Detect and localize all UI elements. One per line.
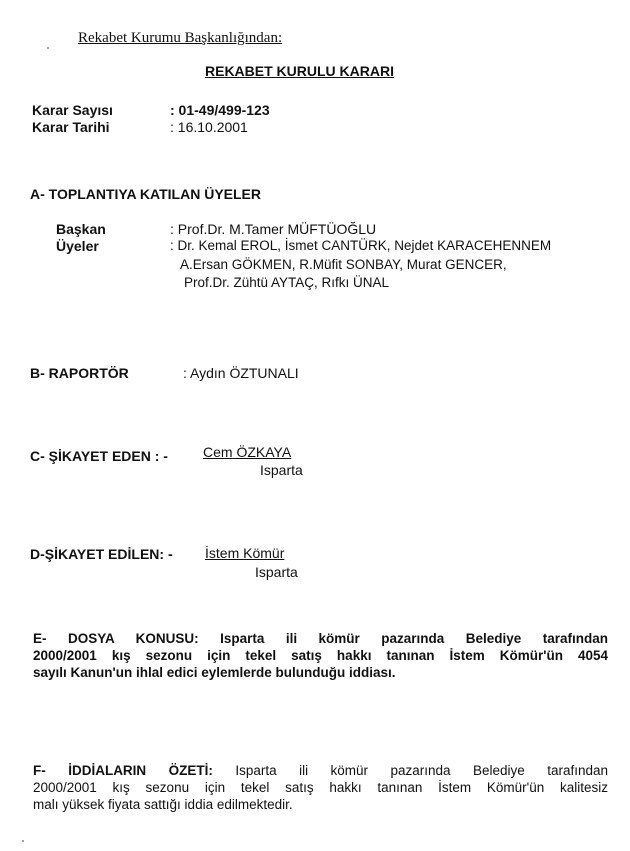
scan-speck [22, 840, 24, 842]
complainant-city: Isparta [260, 462, 303, 478]
chair-label: Başkan [56, 221, 106, 237]
document-title: REKABET KURULU KARARI [205, 63, 394, 79]
members-line-2: A.Ersan GÖKMEN, R.Müfit SONBAY, Murat GENCER, [180, 257, 507, 272]
decision-number-value: : 01-49/499-123 [170, 102, 270, 118]
section-b-heading: B- RAPORTÖR [30, 365, 129, 381]
decision-number-label: Karar Sayısı [32, 102, 113, 118]
decision-date-value: : 16.10.2001 [170, 119, 248, 135]
section-f-line-3: malı yüksek fiyata sattığı iddia edilmektedir. [33, 797, 293, 812]
issuer-line: Rekabet Kurumu Başkanlığından: [78, 30, 283, 46]
section-e-heading: E- DOSYA KONUSU: [33, 631, 199, 646]
section-d-heading: D-ŞİKAYET EDİLEN: - [30, 546, 173, 562]
section-c-heading: C- ŞİKAYET EDEN : - [30, 448, 168, 464]
members-line-3: Prof.Dr. Zühtü AYTAÇ, Rıfkı ÜNAL [184, 275, 390, 290]
members-label: Üyeler [56, 238, 99, 254]
section-a-heading: A- TOPLANTIYA KATILAN ÜYELER [30, 186, 262, 202]
members-line-1: : Dr. Kemal EROL, İsmet CANTÜRK, Nejdet KARACEHENNEM [170, 238, 552, 253]
section-f-heading: F- İDDİALARIN ÖZETİ: [33, 763, 213, 778]
chair-value: : Prof.Dr. M.Tamer MÜFTÜOĞLU [170, 221, 377, 237]
rapporteur-value: : Aydın ÖZTUNALI [183, 365, 299, 381]
complainant-name: Cem ÖZKAYA [203, 444, 292, 460]
section-f-paragraph [33, 762, 608, 813]
respondent-name: İstem Kömür [205, 545, 285, 561]
decision-date-label: Karar Tarihi [32, 119, 110, 135]
section-e-line-2: 2000/2001 kış sezonu için tekel satış hakkı tanınan İstem Kömür'ün 4054 [33, 648, 608, 663]
respondent-city: Isparta [255, 564, 298, 580]
section-e-line-3: sayılı Kanun'un ihlal edici eylemlerde bulunduğu iddiası. [33, 665, 396, 680]
section-f-line-1: F- İDDİALARIN ÖZETİ: Isparta ili kömür pazarında Belediye tarafından [33, 763, 608, 778]
scan-speck [47, 47, 49, 49]
section-e-line-1: E- DOSYA KONUSU: Isparta ili kömür pazarında Belediye tarafından [33, 631, 608, 646]
section-f-line-2: 2000/2001 kış sezonu için tekel satış hakkı tanınan İstem Kömür'ün kalitesiz [33, 780, 608, 795]
section-e-paragraph [33, 630, 608, 681]
